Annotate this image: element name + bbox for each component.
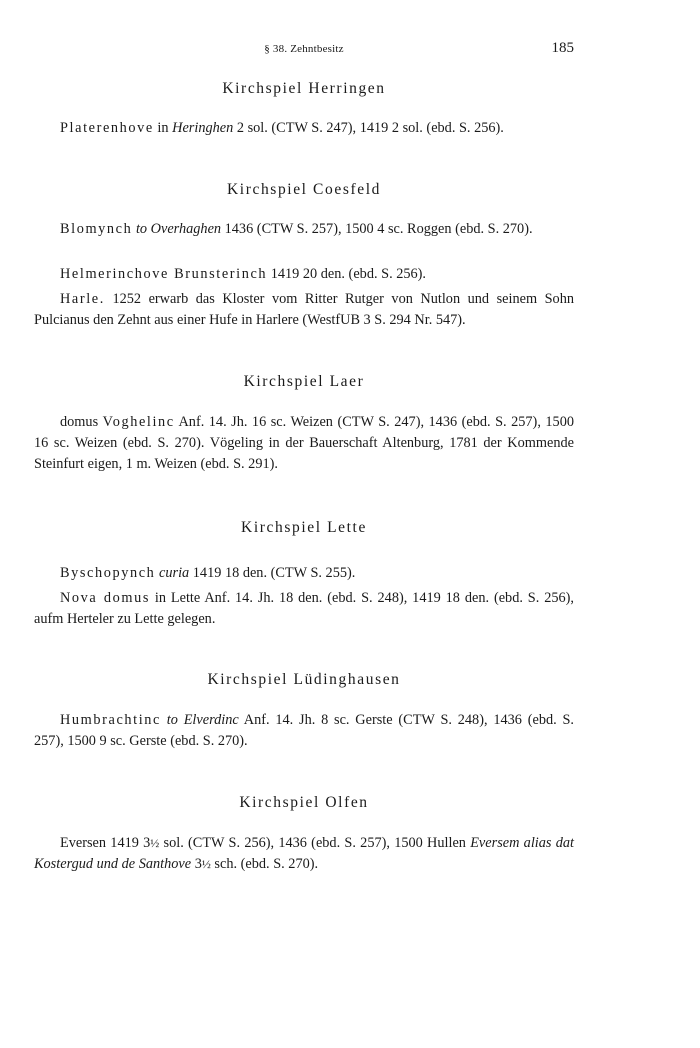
entry-text: 1419 20 den. (ebd. S. 256).	[267, 266, 426, 282]
running-title: § 38. Zehntbesitz	[264, 43, 344, 55]
section-heading: Kirchspiel Herringen	[222, 80, 386, 97]
entry-name: Harle.	[60, 291, 105, 307]
entry-text: 2 sol. (CTW S. 247), 1419 2 sol. (ebd. S. 256).	[233, 120, 504, 136]
entry-name: Helmerinchove Brunsterinch	[60, 266, 268, 282]
fraction: ½	[150, 836, 160, 850]
entry-place: Heringhen	[172, 120, 234, 136]
entry-name: Byschopynch	[60, 565, 156, 581]
book-page	[34, 0, 574, 1048]
entry-name: Humbrachtinc	[60, 712, 161, 728]
entry	[34, 563, 574, 584]
section-heading: Kirchspiel Lette	[241, 519, 367, 536]
entry-text: Eversen 1419 3	[60, 835, 151, 851]
entry-text: 1252 erwarb das Kloster vom Ritter Rutger von Nutlon und seinem Sohn Pulcianus den Zehnt aus einer Hufe in Harlere (WestfUB 3 S. 294 Nr. 547).	[34, 291, 574, 328]
entry	[34, 588, 574, 630]
entry	[34, 264, 574, 285]
entry-text: sol. (CTW S. 256), 1436 (ebd. S. 257), 1500 Hullen	[159, 835, 471, 851]
running-head	[34, 40, 574, 60]
entry-text: Anf. 14. Jh. 8 sc. Gerste (CTW S. 248), 1436 (ebd. S. 257), 1500 9 sc. Gerste (ebd. S. 270).	[34, 712, 575, 749]
entry	[34, 289, 574, 331]
section-heading: Kirchspiel Olfen	[239, 794, 369, 811]
section-heading: Kirchspiel Laer	[243, 373, 365, 390]
entry-name: Nova domus	[60, 590, 150, 606]
entry-text: domus	[60, 414, 103, 430]
section-heading: Kirchspiel Coesfeld	[227, 181, 381, 198]
page-number: 185	[551, 40, 574, 56]
entry	[34, 118, 574, 139]
entry	[34, 710, 574, 752]
entry-place: Eversem alias dat Kostergud und de Santhove	[34, 835, 574, 872]
entry	[34, 833, 574, 875]
entry-text: Anf. 14. Jh. 16 sc. Weizen (CTW S. 247), 1436 (ebd. S. 257), 1500 16 sc. Weizen (ebd. S. 270). Vögeling in der Bauerschaft Altenburg, 1781 der Kommende Steinfurt eigen, 1 m. Weizen (ebd. S. 291).	[34, 414, 574, 472]
section-heading: Kirchspiel Lüdinghausen	[207, 671, 401, 688]
fraction: ½	[201, 857, 211, 871]
entry-term: curia	[159, 565, 190, 581]
entry-text: in Lette Anf. 14. Jh. 18 den. (ebd. S. 248), 1419 18 den. (ebd. S. 256), aufm Herteler zu Lette gelegen.	[34, 590, 574, 627]
entry-name: Blomynch	[60, 221, 133, 237]
entry-place: to Elverdinc	[166, 712, 239, 728]
entry-place: to Overhaghen	[135, 221, 222, 237]
entry-text: sch. (ebd. S. 270).	[210, 856, 319, 872]
entry	[34, 412, 574, 475]
entry-text: 1419 18 den. (CTW S. 255).	[189, 565, 356, 581]
entry-text: 1436 (CTW S. 257), 1500 4 sc. Roggen (ebd. S. 270).	[221, 221, 533, 237]
entry	[34, 219, 574, 240]
entry-text: in	[153, 120, 173, 136]
entry-name: Platerenhove	[60, 120, 154, 136]
entry-text: 3	[191, 856, 202, 872]
entry-name: Voghelinc	[102, 414, 175, 430]
